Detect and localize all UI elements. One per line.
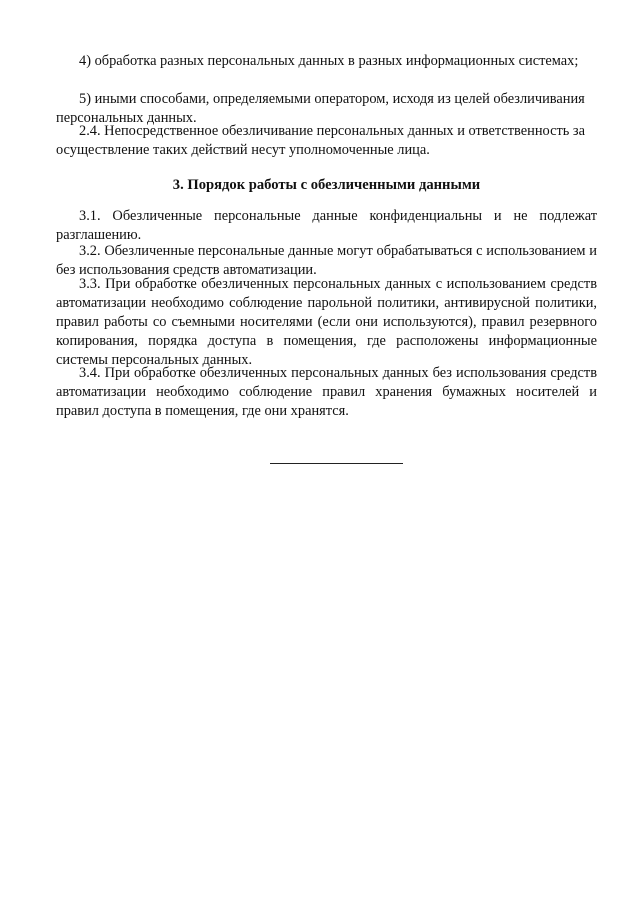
list-item-4: 4) обработка разных персональных данных в разных информационных системах; bbox=[79, 53, 579, 69]
paragraph-3-4: 3.4. При обработке обезличенных персональных данных без использования средств автоматизации необходимо соблюдение правил хранения бумажных носителей и правил доступа в помещения, где они хранятся. bbox=[56, 365, 597, 419]
paragraph-3-3: 3.3. При обработке обезличенных персональных данных с использованием средств автоматизации необходимо соблюдение парольной политики, антивирусной политики, правил работы со съемными носителями (если они используются), правил резервного копирования, порядка доступа в помещения, где расположены информационные системы персональных данных. bbox=[56, 276, 597, 368]
paragraph-3-2: 3.2. Обезличенные персональные данные могут обрабатываться с использованием и без использования средств автоматизации. bbox=[56, 243, 597, 278]
section-heading: 3. Порядок работы с обезличенными данными bbox=[172, 177, 481, 193]
paragraph-3-1: 3.1. Обезличенные персональные данные конфиденциальны и не подлежат разглашению. bbox=[56, 208, 597, 243]
end-divider-line bbox=[270, 463, 403, 464]
list-item-5: 5) иными способами, определяемыми оператором, исходя из целей обезличивания персональных данных. bbox=[56, 91, 585, 126]
paragraph-2-4: 2.4. Непосредственное обезличивание персональных данных и ответственность за осуществление таких действий несут уполномоченные лица. bbox=[56, 123, 585, 158]
